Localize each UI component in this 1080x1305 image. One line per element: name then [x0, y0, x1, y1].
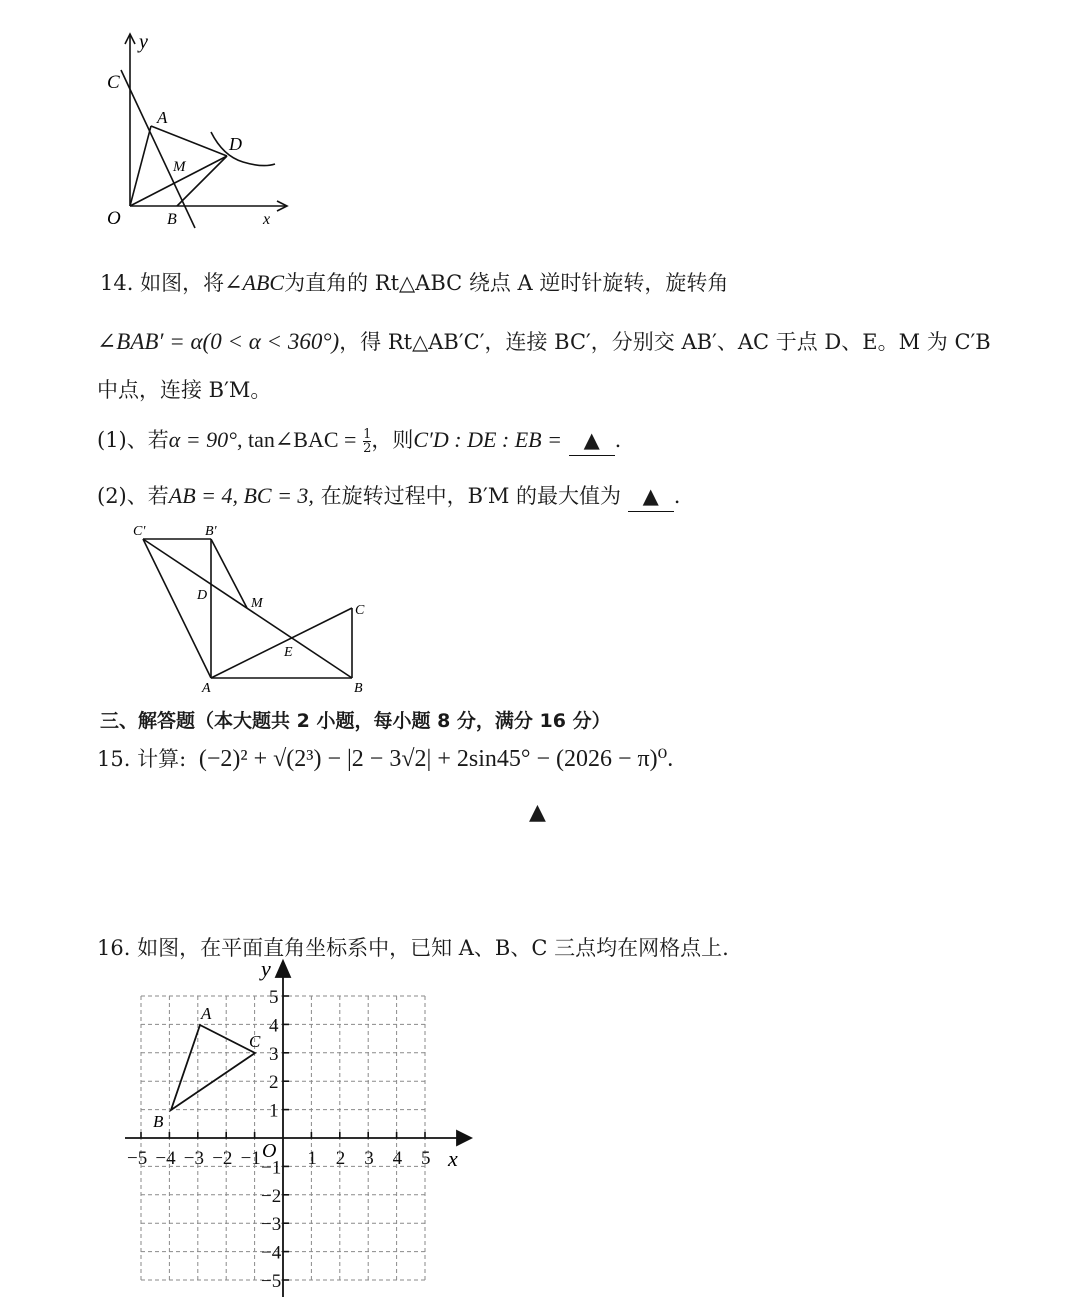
x-tick-label: 5 [421, 1148, 431, 1169]
x-tick-label: 1 [307, 1148, 317, 1169]
q14-part2-end: . [673, 484, 681, 508]
frac-numerator: 1 [363, 427, 372, 442]
q14-part1-tan: , tan∠BAC = [236, 427, 357, 452]
q14-part1 [97, 425, 621, 456]
label-m: M [173, 159, 186, 175]
segment-c-prime-b [143, 539, 352, 678]
origin-label: O [262, 1140, 277, 1162]
segment-c-prime-a [143, 539, 211, 678]
y-tick-label: −2 [261, 1185, 282, 1207]
x-tick-label: −2 [212, 1148, 233, 1169]
label-y: y [139, 31, 148, 53]
figure-q13 [95, 28, 305, 233]
q14-line1-suffix: 为直角的 Rt△ABC 绕点 A 逆时针旋转，旋转角 [284, 271, 729, 295]
x-tick-label: −3 [183, 1148, 205, 1169]
q14-line2-suffix: ，得 Rt△AB′C′，连接 BC′，分别交 AB′、AC 于点 D、E。M 为 C′B [339, 330, 991, 354]
q14-part2-answer-blank[interactable]: ▲ [628, 481, 674, 512]
segment-ac [211, 608, 352, 678]
label-o: O [107, 208, 121, 229]
q14-part2-given: AB = 4, BC = 3, [168, 483, 314, 508]
x-tick-label: 2 [335, 1148, 346, 1169]
triangle-abc [171, 1025, 255, 1110]
figure-q14 [125, 518, 385, 698]
x-arrow [457, 1131, 471, 1145]
q14-line1 [100, 268, 728, 298]
axis-label-x: x [448, 1146, 458, 1171]
y-tick-label: −5 [261, 1271, 282, 1292]
label-a: A [202, 681, 211, 696]
point-label-c: C [249, 1032, 261, 1051]
q14-part1-prefix: (1)、若 [97, 428, 169, 452]
segment-oa [130, 126, 151, 206]
q14-part1-alpha: α = 90° [168, 427, 237, 452]
label-e: E [284, 645, 293, 660]
label-c: C [107, 72, 120, 93]
x-tick-label: −1 [240, 1148, 261, 1169]
q14-number: 14. [100, 271, 134, 295]
y-tick-label: 4 [269, 1015, 279, 1037]
q14-part1-answer-blank[interactable]: ▲ [569, 425, 615, 456]
segment-b-prime-m [211, 539, 247, 608]
q15-line [97, 744, 673, 774]
label-b: B [354, 681, 363, 696]
q14-part1-ratio: C′D : DE : EB = [413, 427, 562, 452]
q14-part2 [97, 481, 680, 512]
q15-number: 15. [97, 747, 131, 771]
x-tick-label: 4 [392, 1148, 403, 1169]
label-c: C [355, 603, 365, 618]
label-x: x [263, 211, 271, 228]
q14-line2 [97, 327, 991, 357]
section-3-heading: 三、解答题（本大题共 2 小题，每小题 8 分，满分 16 分） [100, 710, 611, 732]
q15-expression: (−2)² + √(2³) − |2 − 3√2| + 2sin45° − (2026 − π)⁰. [198, 746, 674, 772]
label-b: B [167, 211, 177, 228]
q16-text: 如图，在平面直角坐标系中，已知 A、B、C 三点均在网格点上. [137, 936, 729, 960]
figure-q16-grid [115, 955, 475, 1300]
label-m: M [251, 596, 263, 611]
y-tick-label: 2 [269, 1072, 279, 1094]
axis-label-y: y [261, 956, 271, 981]
q14-part2-prefix: (2)、若 [97, 484, 169, 508]
q15-label: 计算: [137, 747, 187, 771]
y-tick-label: 5 [269, 987, 279, 1008]
label-d: D [197, 588, 208, 603]
q14-part1-then: ，则 [371, 428, 414, 452]
y-tick-label: 1 [269, 1100, 279, 1122]
frac-denominator: 2 [363, 441, 372, 456]
point-label-a: A [201, 1004, 212, 1023]
y-tick-label: 3 [269, 1043, 279, 1065]
q14-angle-expr: ∠BAB′ = α(0 < α < 360°) [97, 329, 340, 354]
x-tick-label: −4 [155, 1148, 176, 1169]
x-tick-label: −5 [127, 1148, 148, 1169]
y-tick-label: −4 [261, 1242, 282, 1264]
q14-line3: 中点，连接 B′M。 [97, 378, 272, 402]
q14-part2-text: 在旋转过程中，B′M 的最大值为 [320, 484, 622, 508]
label-c-prime: C' [133, 524, 146, 539]
q16-number: 16. [97, 936, 131, 960]
label-b-prime: B' [205, 524, 217, 539]
label-a: A [157, 108, 168, 127]
y-arrow [276, 961, 290, 977]
y-tick-label: −3 [261, 1214, 282, 1236]
point-label-b: B [153, 1112, 164, 1131]
q14-part1-end: . [614, 428, 622, 452]
x-tick-label: 3 [364, 1148, 374, 1169]
y-tick-label: −1 [261, 1157, 282, 1179]
hyperbola-curve [211, 132, 275, 166]
q15-answer-placeholder[interactable]: ▲ [529, 800, 546, 825]
q14-line1-prefix: 如图，将 [140, 271, 225, 295]
label-d: D [229, 134, 242, 154]
q14-angle-abc: ∠ABC [224, 270, 285, 295]
